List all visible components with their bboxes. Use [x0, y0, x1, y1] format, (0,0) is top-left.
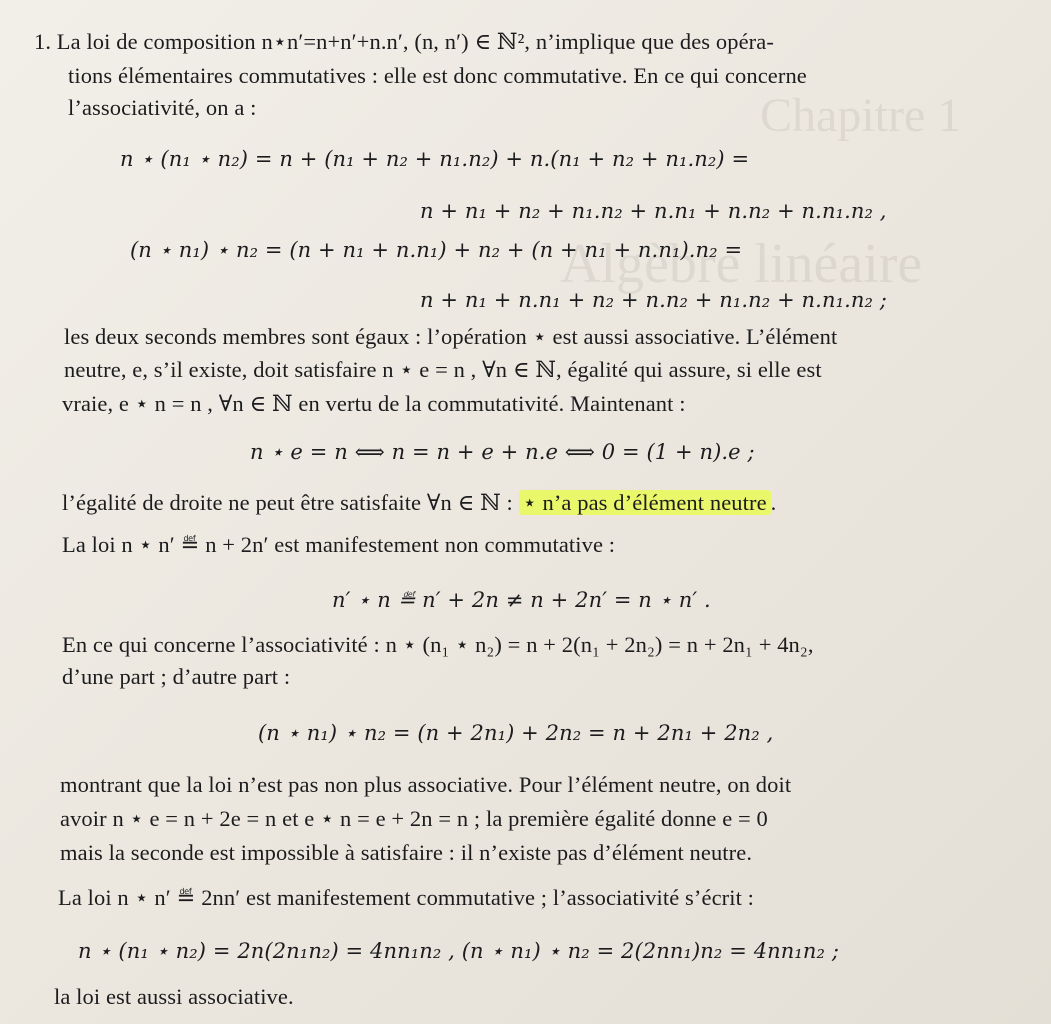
text-line: tions élémentaires commutatives : elle est donc commutative. En ce qui concerne — [68, 63, 807, 88]
equation: (n ⋆ n₁) ⋆ n₂ = (n + 2n₁) + 2n₂ = n + 2n₁ + 2n₂ , — [258, 721, 774, 745]
text-line: La loi n ⋆ n′ ≝ n + 2n′ est manifestement non commutative : — [62, 532, 616, 557]
text-line: l’associativité, on a : — [68, 95, 257, 120]
text-segment: . — [770, 490, 777, 515]
highlighted-text: ⋆ n’a pas d’élément neutre — [519, 490, 771, 515]
show-through-text: Chapitre 1 — [760, 89, 962, 142]
text-line: La loi n ⋆ n′ ≝ 2nn′ est manifestement commutative ; l’associativité s’écrit : — [58, 885, 755, 910]
equation: n ⋆ (n₁ ⋆ n₂) = 2n(2n₁n₂) = 4nn₁n₂ , (n ⋆ n₁) ⋆ n₂ = 2(2nn₁)n₂ = 4nn₁n₂ ; — [78, 939, 840, 963]
text-line: la loi est aussi associative. — [54, 984, 294, 1009]
text-line: avoir n ⋆ e = n + 2e = n et e ⋆ n = e + 2n = n ; la première égalité donne e = 0 — [60, 806, 768, 831]
text-line — [62, 488, 776, 518]
equation: n ⋆ e = n ⟺ n = n + e + n.e ⟺ 0 = (1 + n).e ; — [250, 440, 755, 464]
text-segment: l’égalité de droite ne peut être satisfaite ∀n ∈ ℕ : — [62, 490, 519, 515]
text-line: 1. La loi de composition n⋆n′=n+n′+n.n′, (n, n′) ∈ ℕ², n’implique que des opéra- — [34, 29, 774, 54]
equation: n + n₁ + n₂ + n₁.n₂ + n.n₁ + n.n₂ + n.n₁.n₂ , — [420, 199, 887, 223]
equation: (n ⋆ n₁) ⋆ n₂ = (n + n₁ + n.n₁) + n₂ + (n + n₁ + n.n₁).n₂ = — [130, 238, 743, 262]
show-through-text: Algèbre linéaire — [560, 233, 923, 295]
text-line: En ce qui concerne l’associativité : n ⋆ (n₁ ⋆ n₂) = n + 2(n₁ + 2n₂) = n + 2n₁ + 4n₂, — [62, 632, 814, 657]
text-line: montrant que la loi n’est pas non plus associative. Pour l’élément neutre, on doit — [60, 772, 792, 797]
text-line: vraie, e ⋆ n = n , ∀n ∈ ℕ en vertu de la commutativité. Maintenant : — [62, 391, 686, 416]
text-line: mais la seconde est impossible à satisfaire : il n’existe pas d’élément neutre. — [60, 840, 753, 865]
text-line: neutre, e, s’il existe, doit satisfaire n ⋆ e = n , ∀n ∈ ℕ, égalité qui assure, si elle est — [64, 357, 822, 382]
text-line: d’une part ; d’autre part : — [62, 664, 291, 689]
equation: n ⋆ (n₁ ⋆ n₂) = n + (n₁ + n₂ + n₁.n₂) + n.(n₁ + n₂ + n₁.n₂) = — [120, 147, 750, 171]
text-line: les deux seconds membres sont égaux : l’opération ⋆ est aussi associative. L’élément — [64, 324, 838, 349]
equation: n′ ⋆ n ≝ n′ + 2n ≠ n + 2n′ = n ⋆ n′ . — [332, 588, 711, 612]
equation: n + n₁ + n.n₁ + n₂ + n.n₂ + n₁.n₂ + n.n₁.n₂ ; — [420, 288, 887, 312]
